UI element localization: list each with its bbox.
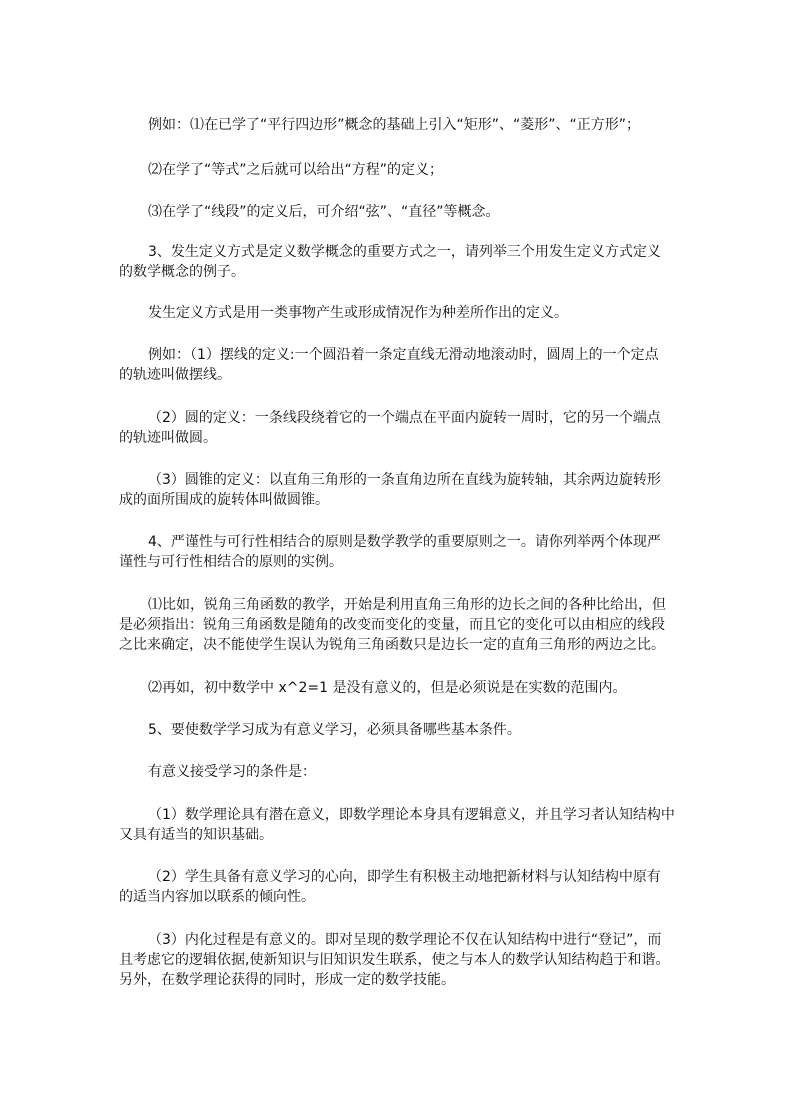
text-line: 的轨迹叫做圆。 <box>119 430 217 446</box>
paragraph <box>119 867 679 907</box>
paragraph <box>119 242 679 282</box>
text-line: （1）数学理论具有潜在意义，即数学理论本身具有逻辑意义，并且学习者认知结构中 <box>148 807 675 823</box>
paragraph <box>119 595 679 655</box>
paragraph <box>119 930 679 990</box>
text-line: 又具有适当的知识基础。 <box>119 827 273 843</box>
text-line: 发生定义方式是用一类事物产生或形成情况作为种差所作出的定义。 <box>148 305 568 321</box>
paragraph <box>119 408 679 448</box>
paragraph <box>119 115 679 135</box>
text-line: 有意义接受学习的条件是： <box>148 764 316 780</box>
paragraph <box>119 470 679 510</box>
paragraph <box>119 762 679 782</box>
text-line: （2）学生具备有意义学习的心向，即学生有积极主动地把新材料与认知结构中原有 <box>148 869 661 885</box>
paragraph <box>119 345 679 385</box>
paragraph <box>119 720 679 740</box>
text-line: （3）圆锥的定义：以直角三角形的一条直角边所在直线为旋转轴，其余两边旋转形 <box>148 472 661 488</box>
text-line: （3）内化过程是有意义的。即对呈现的数学理论不仅在认知结构中进行“登记”，而 <box>148 932 662 948</box>
text-line: 谨性与可行性相结合的原则的实例。 <box>119 554 343 570</box>
text-line: ⑶在学了“线段”的定义后，可介绍“弦”、“直径”等概念。 <box>148 204 500 220</box>
text-line: 的数学概念的例子。 <box>119 264 245 280</box>
text-line: 是必须指出：锐角三角函数是随角的改变而变化的变量，而且它的变化可以由相应的线段 <box>119 617 665 633</box>
paragraph <box>119 303 679 323</box>
text-line: 4、严谨性与可行性相结合的原则是数学教学的重要原则之一。请你列举两个体现严 <box>148 534 661 550</box>
text-line: 的轨迹叫做摆线。 <box>119 367 231 383</box>
text-line: 之比来确定，决不能使学生误认为锐角三角函数只是边长一定的直角三角形的两边之比。 <box>119 637 665 653</box>
text-line: 5、要使数学学习成为有意义学习，必须具备哪些基本条件。 <box>148 722 521 738</box>
text-line: ⑵在学了“等式”之后就可以给出“方程”的定义； <box>148 162 444 178</box>
text-line: 且考虑它的逻辑依据,使新知识与旧知识发生联系，使之与本人的数学认知结构趋于和谐。 <box>119 952 670 968</box>
text-line: 3、发生定义方式是定义数学概念的重要方式之一，请列举三个用发生定义方式定义 <box>148 244 661 260</box>
paragraph <box>119 678 679 698</box>
text-line: 的适当内容加以联系的倾向性。 <box>119 889 315 905</box>
paragraph <box>119 532 679 572</box>
paragraph <box>119 160 679 180</box>
text-line: 成的面所围成的旋转体叫做圆锥。 <box>119 492 329 508</box>
text-line: （2）圆的定义：一条线段绕着它的一个端点在平面内旋转一周时，它的另一个端点 <box>148 410 661 426</box>
text-line: 例如：⑴在已学了“平行四边形”概念的基础上引入“矩形”、“菱形”、“正方形”； <box>148 117 641 133</box>
text-line: 例如：（1）摆线的定义:一个圆沿着一条定直线无滑动地滚动时，圆周上的一个定点 <box>148 347 659 363</box>
text-line: 另外，在数学理论获得的同时，形成一定的数学技能。 <box>119 972 455 988</box>
paragraph <box>119 202 679 222</box>
text-line: ⑴比如，锐角三角函数的教学，开始是利用直角三角形的边长之间的各种比给出，但 <box>148 597 666 613</box>
text-line: ⑵再如，初中数学中 x^2=1 是没有意义的，但是必须说是在实数的范围内。 <box>148 680 627 696</box>
paragraph <box>119 805 679 845</box>
